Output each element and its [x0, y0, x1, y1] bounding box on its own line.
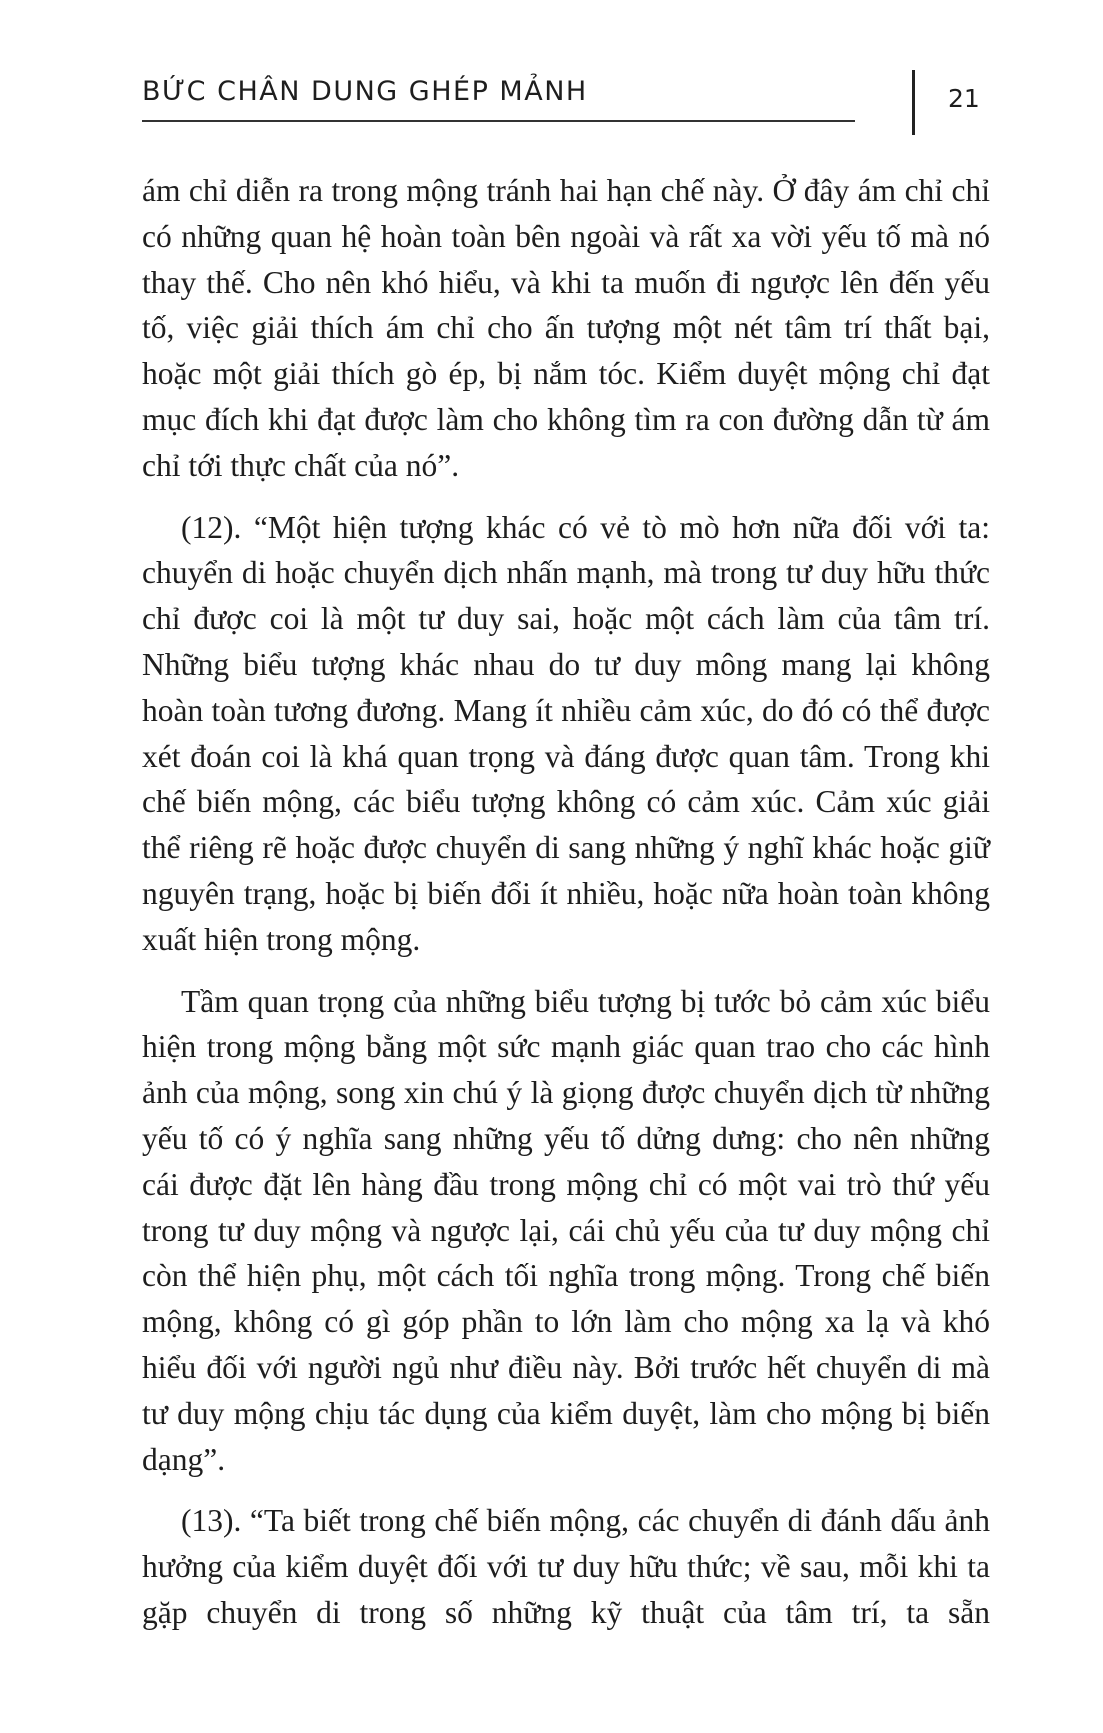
running-title: BỨC CHÂN DUNG GHÉP MẢNH: [142, 76, 588, 107]
paragraph-4: (13). “Ta biết trong chế biến mộng, các chuyển di đánh dấu ảnh hưởng của kiểm duyệt đối với tư duy hữu thức; về sau, mỗi khi ta gặp chuyển di trong số những kỹ thuật của tâm trí, ta sẵn: [142, 1503, 990, 1630]
page-body: [142, 168, 990, 1652]
paragraph-2: (12). “Một hiện tượng khác có vẻ tò mò hơn nữa đối với ta: chuyển di hoặc chuyển dịch nhấn mạnh, mà trong tư duy hữu thức chỉ được coi là một tư duy sai, hoặc một cách làm của tâm trí. Những biểu tượng khác nhau do tư duy mông mang lại không hoàn toàn tương đương. Mang ít nhiều cảm xúc, do đó có thể được xét đoán coi là khá quan trọng và đáng được quan tâm. Trong khi chế biến mộng, các biểu tượng không có cảm xúc. Cảm xúc giải thể riêng rẽ hoặc được chuyển di sang những ý nghĩ khác hoặc giữ nguyên trạng, hoặc bị biến đổi ít nhiều, hoặc nữa hoàn toàn không xuất hiện trong mộng.: [142, 509, 990, 957]
header-rule: [142, 120, 855, 122]
header-divider: [912, 70, 915, 135]
page-header: [142, 78, 862, 105]
paragraph-1: ám chỉ diễn ra trong mộng tránh hai hạn chế này. Ở đây ám chỉ chỉ có những quan hệ hoàn toàn bên ngoài và rất xa vời yếu tố mà nó thay thế. Cho nên khó hiểu, và khi ta muốn đi ngược lên đến yếu tố, việc giải thích ám chỉ cho ấn tượng một nét tâm trí thất bại, hoặc một giải thích gò ép, bị nắm tóc. Kiểm duyệt mộng chỉ đạt mục đích khi đạt được làm cho không tìm ra con đường dẫn từ ám chỉ tới thực chất của nó”.: [142, 173, 990, 483]
page-number: 21: [948, 84, 980, 113]
paragraph-3: Tầm quan trọng của những biểu tượng bị tước bỏ cảm xúc biểu hiện trong mộng bằng một sức mạnh giác quan trao cho các hình ảnh của mộng, song xin chú ý là giọng được chuyển dịch từ những yếu tố có ý nghĩa sang những yếu tố dửng dưng: cho nên những cái được đặt lên hàng đầu trong mộng chỉ có một vai trò thứ yếu trong tư duy mộng và ngược lại, cái chủ yếu của tư duy mộng chỉ còn thể hiện phụ, một cách tối nghĩa trong mộng. Trong chế biến mộng, không có gì góp phần to lớn làm cho mộng xa lạ và khó hiểu đối với người ngủ như điều này. Bởi trước hết chuyển di mà tư duy mộng chịu tác dụng của kiểm duyệt, làm cho mộng bị biến dạng”.: [142, 983, 990, 1477]
